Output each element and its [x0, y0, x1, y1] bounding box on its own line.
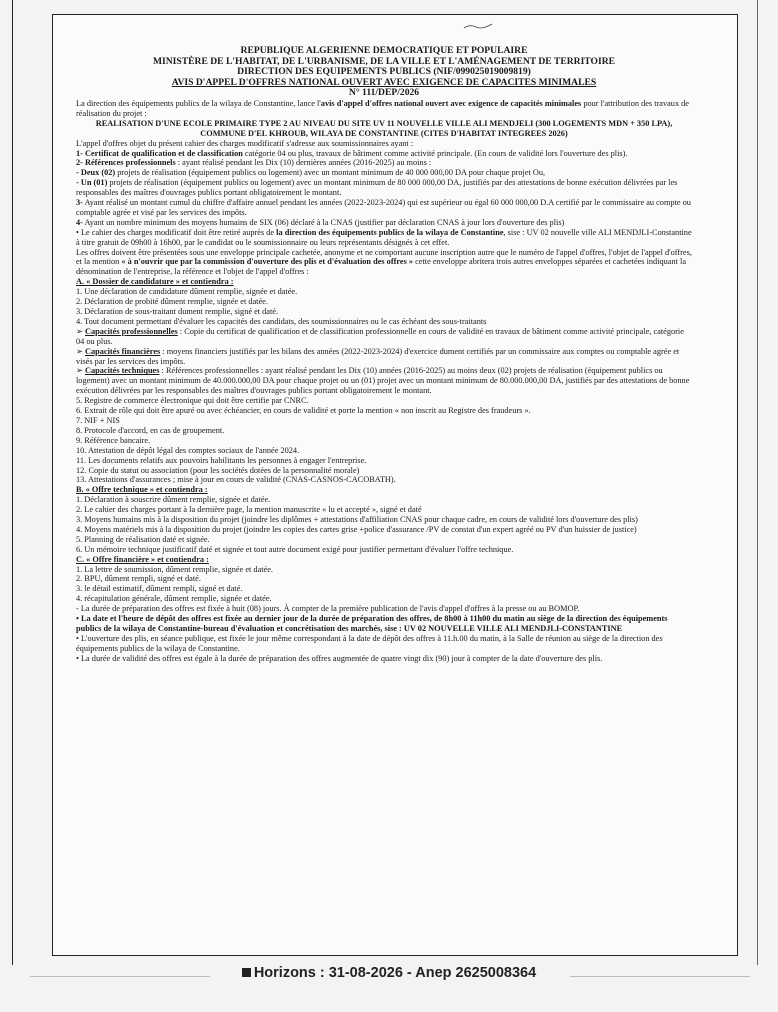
capacity-financial: ➢ Capacités financières : moyens financiers justifiés par les bilans des années (2022-2023-2024) d'exercice dument certifiés par un commissaire aux comptes ou comptable agrée et visés par les services des impôts. — [76, 346, 680, 366]
section-a-item: 12. Copie du statut ou association (pour les sociétés dotées de la personnalité morale) — [76, 465, 360, 475]
section-a-item: 10. Attestation de dépôt légal des comptes sociaux de l'année 2024. — [76, 445, 300, 455]
section-b-item: 4. Moyens matériels mis à la disposition du projet (joindre les copies des cartes grise +police d'assurance /PV de constat d'un expert agréé ou PV d'un huissier de justice) — [76, 524, 637, 534]
criterion-2a: - Deux (02) projets de réalisation (équipement publics ou logement) avec un montant minimum de 40 000 000,00 DA pour chaque projet Ou, — [76, 168, 546, 178]
intro-paragraph: La direction des équipements publics de la wilaya de Constantine, lance l'avis d'appel d'offres national ouvert avec exigence de capacités minimales pour l'attribution des travaux de réalisation du projet : — [76, 98, 689, 118]
section-c-item: 2. BPU, dûment rempli, signé et daté. — [76, 574, 201, 584]
right-column-rule — [757, 0, 758, 965]
section-a-item: 7. NIF + NIS — [76, 415, 120, 425]
header-republic: REPUBLIQUE ALGERIENNE DEMOCRATIQUE ET POPULAIRE — [240, 45, 528, 56]
section-a-item: 13. Attestations d'assurances ; mise à jour en cours de validité (CNAS-CASNOS-CACOBATH). — [76, 475, 396, 485]
criterion-3: 3- Ayant réalisé un montant cumul du chiffre d'affaire annuel pendant les années (2022-2023-2024) qui est supérieur ou égal 60 000 000,00 D.A certifié par le commissaire au compte ou comptable agrée et visé par les services des impôts. — [76, 198, 691, 217]
section-a-item: 5. Registre de commerce électronique qui doit être certifie par CNRC. — [76, 396, 309, 406]
notice-content — [76, 46, 692, 664]
section-b-item: 5. Planning de réalisation daté et signée. — [76, 534, 210, 544]
section-b-item: 3. Moyens humains mis à la disposition du projet (joindre les diplômes + attestations d'affiliation CNAS pour chaque cadre, en cours de validité lors d'ouverture des plis) — [76, 515, 638, 525]
section-a-title: A. « Dossier de candidature » et contiendra : — [76, 277, 234, 287]
left-column-rule — [12, 0, 13, 965]
project-title: REALISATION D'UNE ECOLE PRIMAIRE TYPE 2 AU NIVEAU DU SITE UV 11 NOUVELLE VILLE ALI MENDJELI (300 LOGEMENTS MDN + 350 LPA), COMMUNE D'EL KHROUB, WILAYA DE CONSTANTINE (CITES D'HABITAT INTEGREES 2026) — [95, 118, 673, 138]
section-c-title: C. « Offre financière » et contiendra : — [76, 554, 209, 564]
section-a-item: 6. Extrait de rôle qui doit être apuré ou avec échéancier, en cours de validité et porte la mention « non inscrit au Registre des fraudeurs ». — [76, 406, 531, 416]
section-a-item: 9. Référence bancaire. — [76, 435, 151, 445]
section-a-item: 2. Déclaration de probité dûment remplie, signée et datée. — [76, 297, 268, 307]
section-b-item: 2. Le cahier des charges portant à la dernière page, la mention manuscrite « lu et accepté », signé et daté — [76, 505, 422, 515]
criterion-1: 1- Certificat de qualification et de classification catégorie 04 ou plus, travaux de bâtiment comme activité principale. (En cours de validité lors l'ouverture des plis). — [76, 148, 628, 158]
section-c-item: 3. le détail estimatif, dûment rempli, signé et daté. — [76, 584, 243, 594]
header-direction: DIRECTION DES EQUIPEMENTS PUBLICS (NIF/099025019009819) — [237, 66, 531, 78]
handwritten-mark — [462, 22, 496, 30]
publication-footer: Horizons : 31-08-2026 - Anep 2625008364 — [0, 965, 778, 981]
section-a-item: 4. Tout document permettant d'évaluer les capacités des candidats, des soumissionnaires ou le cas échéant des sous-traitants — [76, 316, 487, 326]
section-a-item: 8. Protocole d'accord, en cas de groupement. — [76, 425, 225, 435]
criterion-2b: - Un (01) projets de réalisation (équipement publics ou logement) avec un montant minimum de 80 000 000,00 DA, justifiés par des attestations de bonne exécution délivrées par les responsables des maîtres d'ouvrages publics portant obligatoirement le montant. — [76, 178, 678, 198]
retrieval-paragraph: • Le cahier des charges modificatif doit être retiré auprès de la direction des équipements publics de la wilaya de Constantine, sise : UV 02 nouvelle ville ALI MENDJLI-Constantine à titre gratuit de 09h00 à 16h00, par le candidat ou le soumissionnaire ou leurs représentants désignés à cet effet. — [76, 227, 692, 247]
header-ministry: MINISTÈRE DE L'HABITAT, DE L'URBANISME, DE LA VILLE ET L'AMÉNAGEMENT DE TERRITOIRE — [152, 55, 616, 67]
closing-validity: • La durée de validité des offres est égale à la durée de préparation des offres augmentée de quatre vingt dix (90) jour à compter de la date d'ouverture des plis. — [76, 653, 603, 663]
submission-paragraph: Les offres doivent être présentées sous une enveloppe principale cachetée, anonyme et ne comportant aucune inscription autre que le numéro de l'appel d'offres, l'objet de l'appel d'offres, et la mention « à n'ouvrir que par la commission d'ouverture des plis et d'évaluation des offres » cette enveloppe abritera trois autres enveloppes séparées et cachetées indiquant la dénomination de l'entreprise, la référence et l'objet de l'appel d'offres : — [76, 247, 692, 277]
capacity-technical: ➢ Capacités techniques : Références professionnelles : ayant réalisé pendant les Dix (10) années (2016-2025) au moins deux (02) projets de réalisation (équipement publics ou logement) avec un montant minimum de 40.000.000,00 DA pour chaque projet ou un (01) projet avec un montant minimum de 80.000.000,00 DA, justifiés par des attestations de bonne exécution délivrées par les responsables des maîtres d'ouvrages publics portant obligatoirement le montant. — [76, 366, 690, 396]
capacity-professional: ➢ Capacités professionnelles : Copie du certificat de qualification et de classification professionnelle en cours de validité en travaux de bâtiment comme activité principale, catégorie 04 ou plus. — [76, 326, 684, 346]
closing-deposit: • La date et l'heure de dépôt des offres est fixée au dernier jour de la durée de préparation des offres, de 8h00 à 11h00 du matin au siège de la direction des équipements publics de la wilaya de Constantine-bureau d'évaluation et concrétisation des marchés, sise : UV 02 NOUVELLE VILLE ALI MENDJLI-CONSTANTINE — [76, 614, 668, 633]
closing-duration: - La durée de préparation des offres est fixée à huit (08) jours. À compter de la première publication de l'avis d'appel d'offres à la presse ou au BOMOP. — [76, 604, 580, 614]
eligibility-intro: L'appel d'offres objet du présent cahier des charges modificatif s'adresse aux soumissionnaires ayant : — [76, 138, 414, 148]
criterion-2: 2- Références professionnels : ayant réalisé pendant les Dix (10) dernières années (2016-2025) au moins : — [76, 158, 432, 168]
section-a-item: 3. Déclaration de sous-traitant dument remplie, signé et daté. — [76, 307, 279, 316]
notice-title: AVIS D'APPEL D'OFFRES NATIONAL OUVERT AVEC EXIGENCE DE CAPACITES MINIMALES — [171, 76, 597, 88]
closing-opening: • L'ouverture des plis, en séance publique, est fixée le jour même correspondant à la date de dépôt des offres à 11.h.00 du matin, à la Salle de réunion au siège de la direction des équipements publics de la wilaya de Constantine. — [76, 633, 663, 653]
section-a-item: 1. Une déclaration de candidature dûment remplie, signée et datée. — [76, 287, 298, 297]
section-b-title: B. « Offre technique » et contiendra : — [76, 485, 208, 495]
section-c-item: 1. La lettre de soumission, dûment remplie, signée et datée. — [76, 564, 273, 574]
section-b-item: 6. Un mémoire technique justificatif daté et signée et tout autre document exigé pour justifier permettant d'évaluer l'offre technique. — [76, 544, 514, 554]
square-bullet-icon — [242, 968, 251, 977]
section-c-item: 4. récapitulation générale, dûment remplie, signée et datée. — [76, 594, 272, 604]
section-a-item: 11. Les documents relatifs aux pouvoirs habilitants les personnes à engager l'entreprise. — [76, 455, 367, 465]
notice-number: N° 111/DEP/2026 — [348, 87, 420, 99]
section-b-item: 1. Déclaration à souscrire dûment remplie, signée et datée. — [76, 495, 271, 505]
criterion-4: 4- Ayant un nombre minimum des moyens humains de SIX (06) déclaré à la CNAS (justifier par déclaration CNAS à jour lors d'ouverture des plis) — [76, 217, 565, 227]
